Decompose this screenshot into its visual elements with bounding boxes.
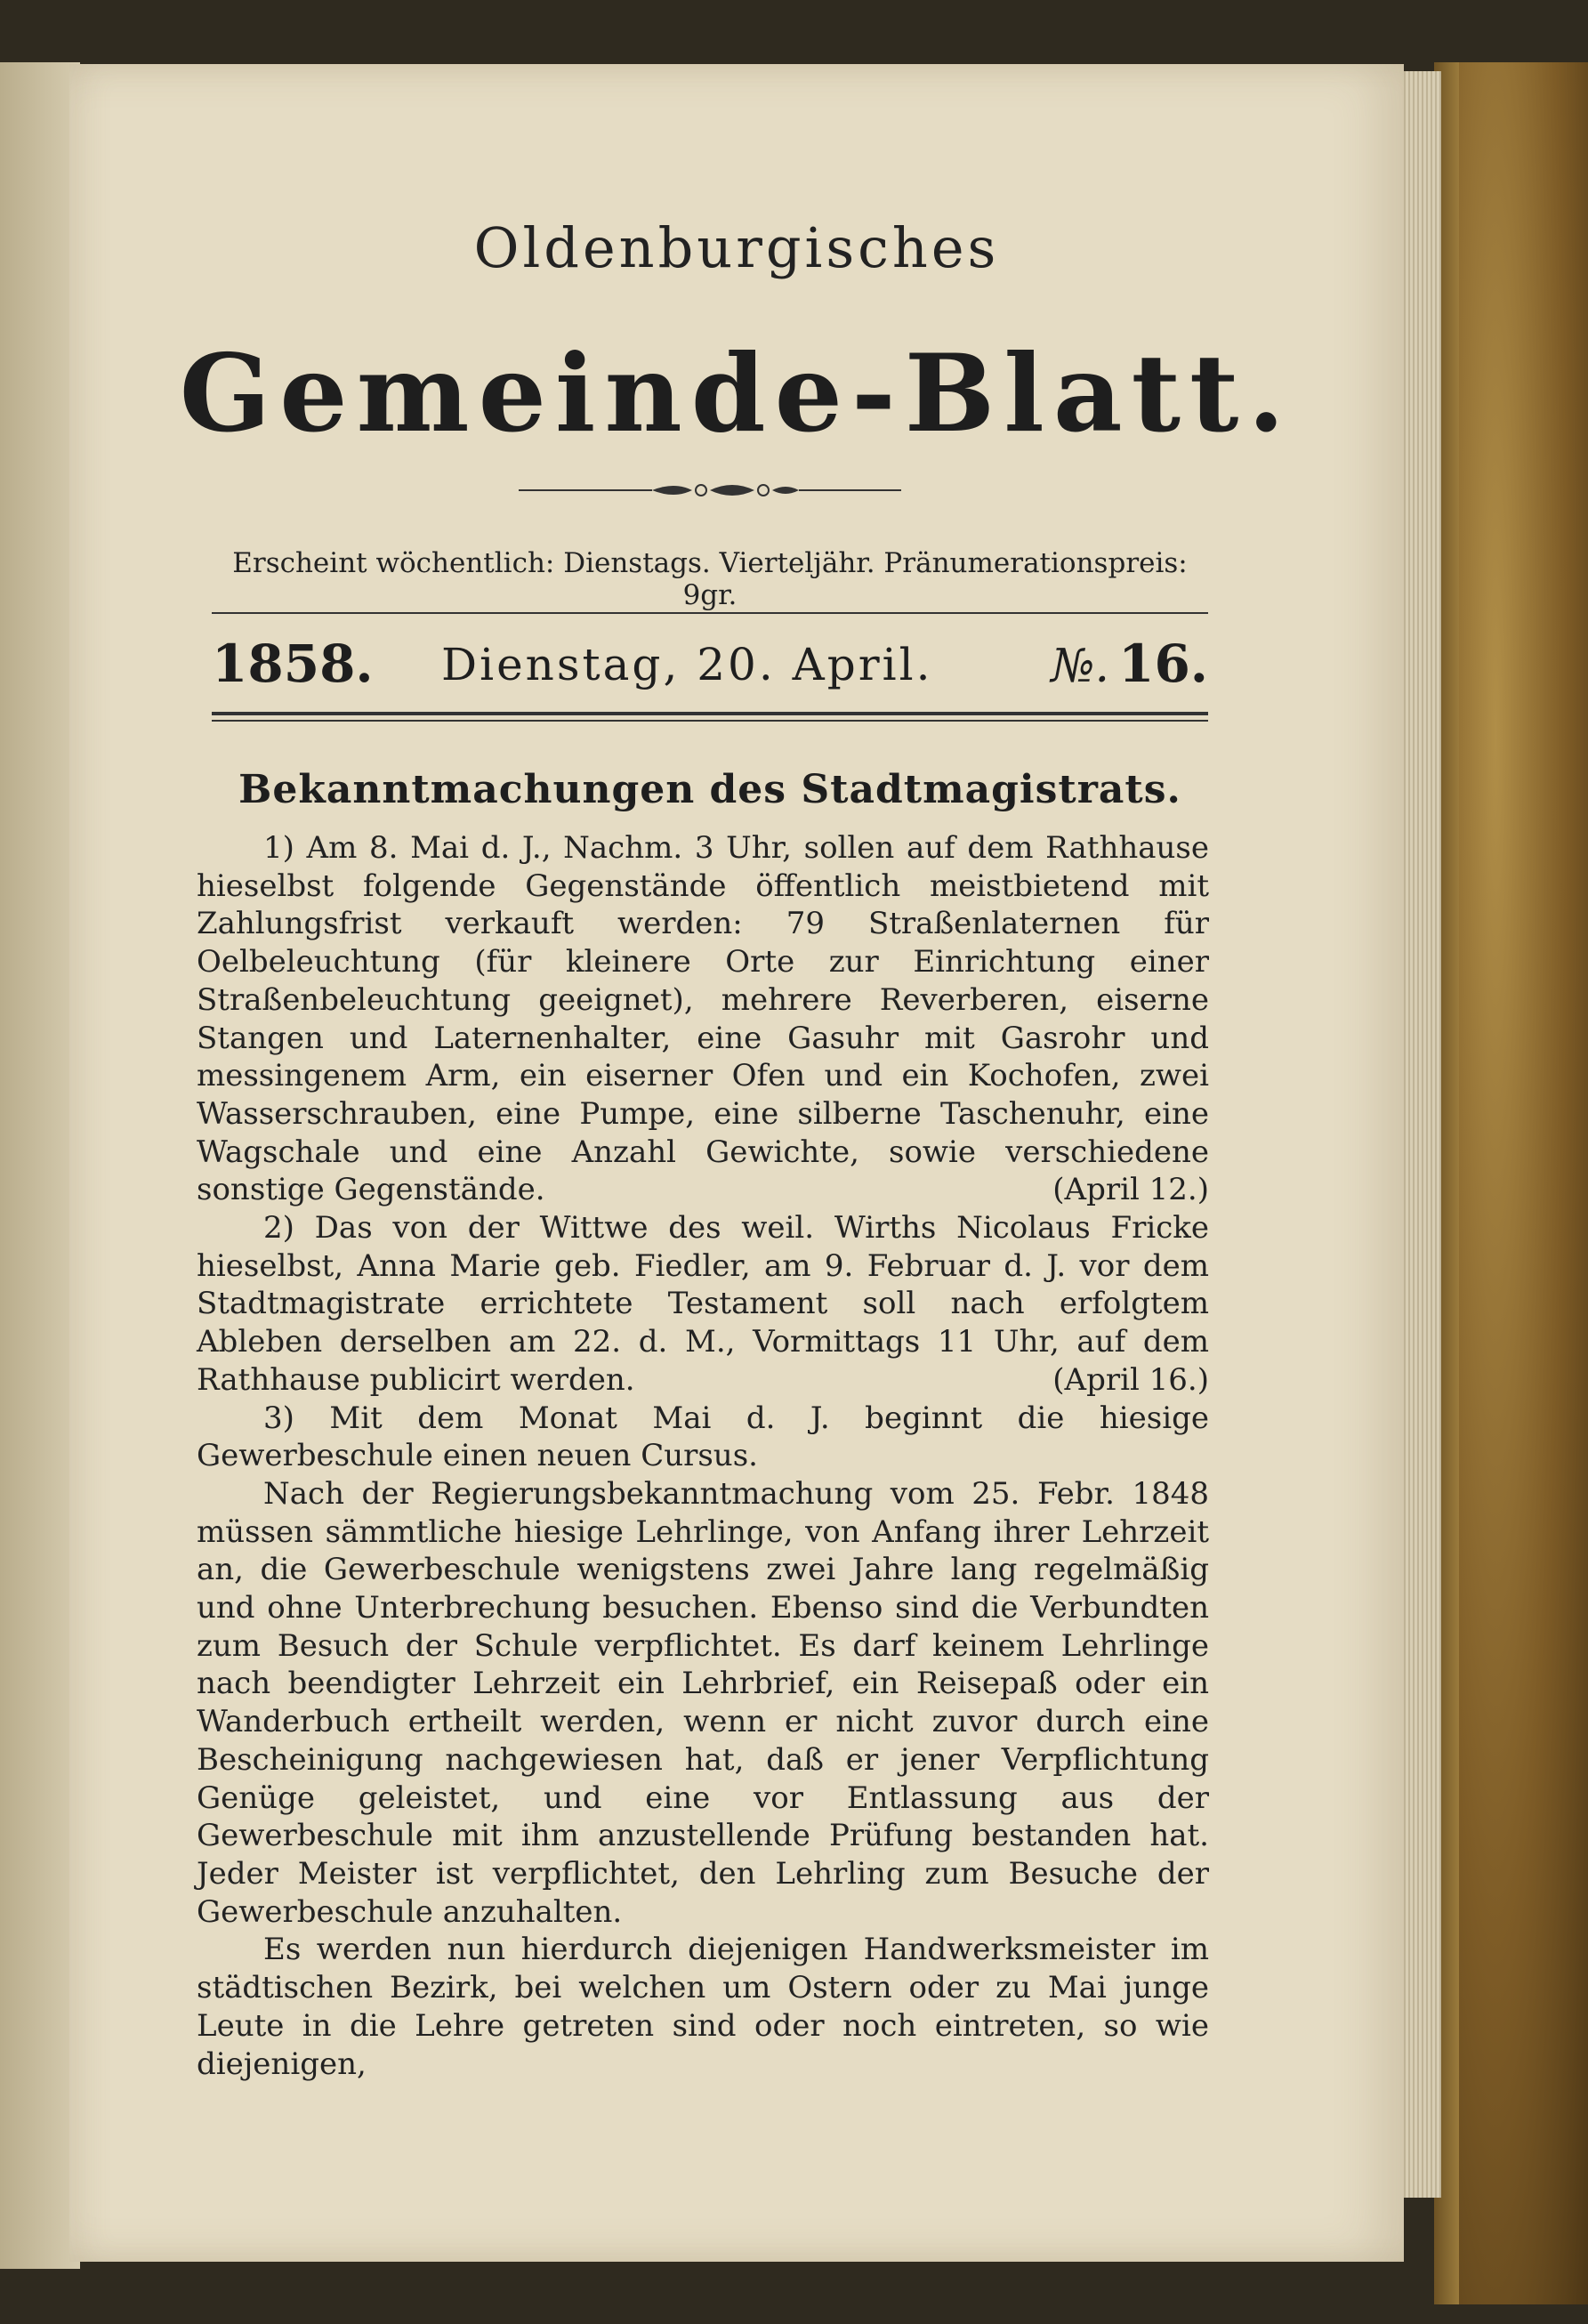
paragraph-4: Nach der Regierungsbekanntmachung vom 25. Febr. 1848 müssen sämmtliche hiesige Lehrlinge, von Anfang ihrer Lehrzeit an, die Gewerbeschule wenigstens zwei Jahre lang regelmäßig und ohne Unterbrechung besuchen. Ebenso sind die Verbundten zum Besuch der Schule verpflichtet. Es darf keinem Lehrlinge nach beendigter Lehrzeit ein Lehrbrief, ein Reisepaß oder ein Wanderbuch ertheilt werden, wenn er nicht zuvor durch eine Bescheinigung nachgewiesen hat, daß er jener Verpflichtung Genüge geleistet, und eine vor Entlassung aus der Gewerbeschule mit ihm anzustellende Prüfung bestanden hat. Jeder Meister ist verpflichtet, den Lehrling zum Besuche der Gewerbeschule anzuhalten.: [197, 1475, 1209, 1930]
paragraph-2: 2) Das von der Wittwe des weil. Wirths Nicolaus Fricke hieselbst, Anna Marie geb. Fiedler, am 9. Februar d. J. vor dem Stadtmagistrate errichtete Testament soll nach erfolgtem Ableben derselben am 22. d. M., Vormittags 11 Uhr, auf dem Rathhause publicirt werden. (April 16.): [197, 1210, 1209, 1398]
double-rule-thin: [212, 720, 1208, 722]
date-note: (April 16.): [1052, 1361, 1209, 1398]
number-prefix: №.: [1051, 640, 1110, 693]
article-body: [197, 829, 1209, 2083]
masthead-title-main: Gemeinde-Blatt.: [179, 331, 1294, 456]
issue-year: 1858.: [212, 633, 374, 694]
number-value: 16.: [1118, 633, 1208, 694]
book-cover-right: [1434, 62, 1588, 2304]
book-cover-left: [0, 62, 80, 2269]
section-heading: Bekanntmachungen des Stadtmagistrats.: [238, 767, 1181, 812]
top-rule: [212, 612, 1208, 614]
newspaper-page: [69, 64, 1404, 2262]
paragraph-1: 1) Am 8. Mai d. J., Nachm. 3 Uhr, sollen auf dem Rathhause hieselbst folgende Gegenstände öffentlich meistbietend mit Zahlungsfrist verkauft werden: 79 Straßenlaternen für Oelbeleuchtung (für kleinere Orte zur Einrichtung einer Straßenbeleuchtung geeignet), mehrere Reverberen, eiserne Stangen und Laternenhalter, eine Gasuhr mit Gasrohr und messingenem Arm, ein eiserner Ofen und ein Kochofen, zwei Wasserschrauben, eine Pumpe, eine silberne Taschenuhr, eine Wagschale und eine Anzahl Gewichte, sowie verschiedene sonstige Gegenstände. (April 12.): [197, 830, 1209, 1208]
masthead-subline: Erscheint wöchentlich: Dienstags. Vierteljähr. Pränumerationspreis: 9gr.: [232, 547, 1188, 611]
paragraph-3: 3) Mit dem Monat Mai d. J. beginnt die hiesige Gewerbeschule einen neuen Cursus.: [197, 1400, 1209, 1474]
issue-dateline: [212, 633, 1208, 705]
paragraph-5: Es werden nun hierdurch diejenigen Handwerksmeister im städtischen Bezirk, bei welchen um Ostern oder zu Mai junge Leute in die Lehre getreten sind oder noch eintreten, so wie diejenigen,: [197, 1932, 1209, 2082]
masthead-title-top: Oldenburgisches: [473, 215, 1000, 280]
date-note: (April 12.): [1052, 1172, 1209, 1208]
ornament-divider: [519, 480, 901, 501]
issue-number: [1051, 633, 1208, 694]
double-rule-thick: [212, 712, 1208, 715]
issue-date: Dienstag, 20. April.: [441, 639, 933, 690]
